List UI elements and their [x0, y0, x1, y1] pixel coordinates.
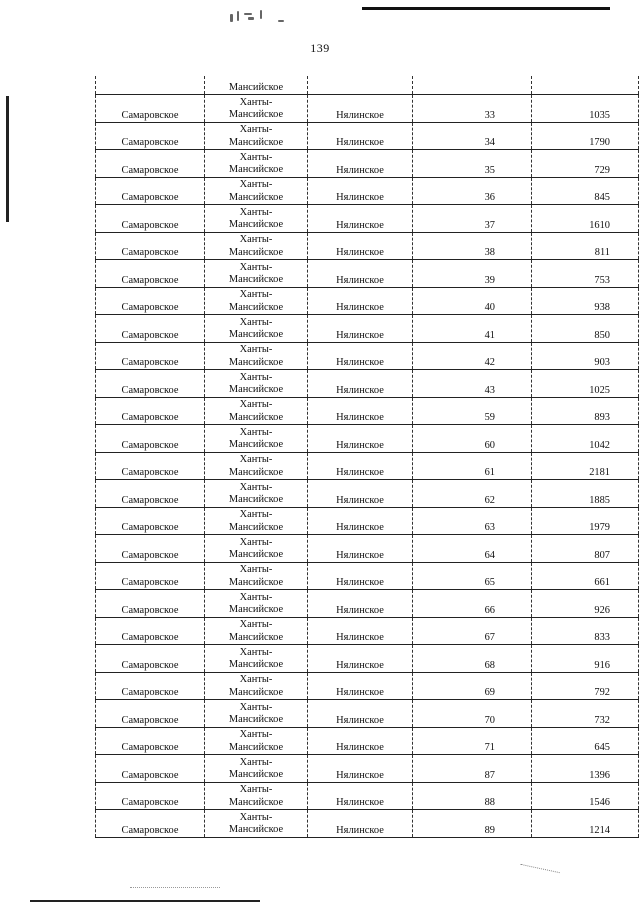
- cell-field: Нялинское: [308, 150, 413, 178]
- district-line-2: Мансийское: [228, 796, 284, 808]
- cell-settlement: Самаровское: [96, 480, 205, 508]
- cell-number: 39: [413, 260, 532, 288]
- table-row: [96, 782, 639, 810]
- cell-number: 63: [413, 507, 532, 535]
- cell-district: [205, 810, 308, 838]
- district-line-2: Мансийское: [228, 191, 284, 203]
- cell-settlement: Самаровское: [96, 315, 205, 343]
- cell-district: [205, 507, 308, 535]
- table-row: [96, 370, 639, 398]
- cell-settlement: Самаровское: [96, 590, 205, 618]
- table-row: [96, 672, 639, 700]
- cell-number: 42: [413, 342, 532, 370]
- table-row: [96, 232, 639, 260]
- table-row: [96, 617, 639, 645]
- district-line-1: Ханты-: [239, 234, 273, 245]
- district-line-1: Ханты-: [239, 344, 273, 355]
- table-row: [96, 260, 639, 288]
- scan-artifact: [228, 8, 298, 30]
- table-row-continuation: [96, 76, 639, 95]
- district-line-2: Мансийское: [228, 549, 284, 560]
- cell-number: 33: [413, 95, 532, 123]
- table-row: [96, 342, 639, 370]
- cell-settlement: [96, 76, 205, 95]
- cell-number: 71: [413, 727, 532, 755]
- cell-settlement: Самаровское: [96, 425, 205, 453]
- cell-district: [205, 370, 308, 398]
- data-table: [95, 76, 639, 838]
- cell-field: Нялинское: [308, 370, 413, 398]
- cell-area: 729: [532, 150, 639, 178]
- district-line-1: Ханты-: [239, 509, 273, 520]
- cell-settlement: Самаровское: [96, 150, 205, 178]
- bottom-rule: [30, 900, 260, 902]
- cell-settlement: Самаровское: [96, 452, 205, 480]
- district-line-2: Мансийское: [228, 356, 284, 368]
- cell-area: 850: [532, 315, 639, 343]
- district-line-1: Ханты-: [239, 674, 273, 685]
- cell-area: 753: [532, 260, 639, 288]
- district-line-2: Мансийское: [228, 659, 284, 670]
- cell-settlement: Самаровское: [96, 122, 205, 150]
- district-line-1: Ханты-: [239, 96, 273, 108]
- cell-district: [205, 480, 308, 508]
- cell-settlement: Самаровское: [96, 260, 205, 288]
- table-row: [96, 590, 639, 618]
- district-line-1: Ханты-: [239, 729, 273, 740]
- cell-number: 40: [413, 287, 532, 315]
- cell-district: [205, 95, 308, 123]
- cell-area: 811: [532, 232, 639, 260]
- district-line-1: Ханты-: [239, 151, 273, 163]
- cell-field: Нялинское: [308, 397, 413, 425]
- district-line-2: Мансийское: [228, 769, 284, 780]
- cell-field: Нялинское: [308, 452, 413, 480]
- cell-district: [205, 287, 308, 315]
- cell-area: 807: [532, 535, 639, 563]
- cell-settlement: Самаровское: [96, 205, 205, 233]
- table-row: [96, 645, 639, 673]
- district-line-1: Ханты-: [239, 289, 273, 300]
- cell-number: 61: [413, 452, 532, 480]
- cell-area: 645: [532, 727, 639, 755]
- cell-field: Нялинское: [308, 810, 413, 838]
- table-row: [96, 287, 639, 315]
- cell-number: 35: [413, 150, 532, 178]
- table-row: [96, 507, 639, 535]
- district-line-1: Ханты-: [239, 371, 273, 383]
- cell-number: 88: [413, 782, 532, 810]
- cell-number: 64: [413, 535, 532, 563]
- cell-district: [205, 76, 308, 95]
- cell-area: 1035: [532, 95, 639, 123]
- cell-settlement: Самаровское: [96, 232, 205, 260]
- cell-district: [205, 617, 308, 645]
- cell-area: 926: [532, 590, 639, 618]
- district-line-1: Ханты-: [239, 481, 273, 493]
- district-line-2: Мансийское: [228, 631, 284, 643]
- cell-settlement: Самаровское: [96, 782, 205, 810]
- district-line-2: Мансийское: [228, 714, 284, 725]
- district-line-2: Мансийское: [228, 604, 284, 615]
- cell-district: [205, 342, 308, 370]
- district-line-2: Мансийское: [228, 246, 284, 258]
- district-line-1: Ханты-: [239, 701, 273, 713]
- cell-field: Нялинское: [308, 782, 413, 810]
- cell-district: [205, 562, 308, 590]
- cell-field: Нялинское: [308, 727, 413, 755]
- district-line-1: Ханты-: [239, 179, 273, 190]
- table-row: [96, 727, 639, 755]
- cell-settlement: Самаровское: [96, 755, 205, 783]
- cell-field: Нялинское: [308, 205, 413, 233]
- cell-area: 1214: [532, 810, 639, 838]
- cell-settlement: Самаровское: [96, 287, 205, 315]
- district-line-2: Мансийское: [228, 411, 284, 423]
- cell-area: [532, 76, 639, 95]
- district-line-2: Мансийское: [228, 219, 284, 230]
- cell-number: 34: [413, 122, 532, 150]
- cell-settlement: Самаровское: [96, 177, 205, 205]
- cell-settlement: Самаровское: [96, 370, 205, 398]
- cell-field: Нялинское: [308, 232, 413, 260]
- district-line-1: Ханты-: [239, 206, 273, 218]
- cell-settlement: Самаровское: [96, 95, 205, 123]
- table-row: [96, 810, 639, 838]
- cell-district: [205, 672, 308, 700]
- cell-number: 66: [413, 590, 532, 618]
- district-line-1: Ханты-: [239, 261, 273, 273]
- scan-margin-bar: [6, 96, 9, 222]
- cell-number: 68: [413, 645, 532, 673]
- district-line-1: Ханты-: [239, 124, 273, 135]
- cell-area: 732: [532, 700, 639, 728]
- district-line-1: Ханты-: [239, 811, 273, 823]
- cell-number: 59: [413, 397, 532, 425]
- cell-settlement: Самаровское: [96, 700, 205, 728]
- cell-number: 43: [413, 370, 532, 398]
- cell-district: [205, 150, 308, 178]
- cell-settlement: Самаровское: [96, 397, 205, 425]
- district-line-2: Мансийское: [228, 274, 284, 285]
- district-line-1: Ханты-: [239, 536, 273, 548]
- table-row: [96, 315, 639, 343]
- cell-area: 1790: [532, 122, 639, 150]
- cell-district: [205, 177, 308, 205]
- cell-field: Нялинское: [308, 287, 413, 315]
- table-row: [96, 535, 639, 563]
- cell-number: 41: [413, 315, 532, 343]
- cell-area: 1042: [532, 425, 639, 453]
- table-row: [96, 95, 639, 123]
- cell-area: 938: [532, 287, 639, 315]
- district-line-1: Ханты-: [239, 784, 273, 795]
- cell-settlement: Самаровское: [96, 672, 205, 700]
- cell-district: [205, 122, 308, 150]
- cell-area: 792: [532, 672, 639, 700]
- cell-number: 36: [413, 177, 532, 205]
- cell-area: 1546: [532, 782, 639, 810]
- district-line-2: Мансийское: [228, 466, 284, 478]
- table-row: [96, 452, 639, 480]
- cell-number: 87: [413, 755, 532, 783]
- cell-field: Нялинское: [308, 755, 413, 783]
- cell-district: [205, 590, 308, 618]
- table-row: [96, 177, 639, 205]
- cell-field: Нялинское: [308, 480, 413, 508]
- table-row: [96, 480, 639, 508]
- cell-field: Нялинское: [308, 342, 413, 370]
- scan-noise: [520, 864, 560, 874]
- district-line-1: Ханты-: [239, 756, 273, 768]
- cell-field: Нялинское: [308, 507, 413, 535]
- cell-district: [205, 425, 308, 453]
- cell-district: [205, 397, 308, 425]
- cell-field: Нялинское: [308, 617, 413, 645]
- cell-number: 65: [413, 562, 532, 590]
- table-row: [96, 700, 639, 728]
- cell-district: [205, 205, 308, 233]
- district-line-1: Ханты-: [239, 564, 273, 575]
- district-line-1: Ханты-: [239, 426, 273, 438]
- cell-area: 1610: [532, 205, 639, 233]
- cell-area: 1979: [532, 507, 639, 535]
- district-line-2: Мансийское: [228, 301, 284, 313]
- district-line-2: Мансийское: [228, 521, 284, 533]
- cell-area: 1885: [532, 480, 639, 508]
- cell-district: [205, 782, 308, 810]
- cell-settlement: Самаровское: [96, 617, 205, 645]
- district-line-1: Ханты-: [239, 591, 273, 603]
- cell-settlement: Самаровское: [96, 727, 205, 755]
- cell-field: Нялинское: [308, 425, 413, 453]
- cell-district: [205, 645, 308, 673]
- cell-settlement: Самаровское: [96, 342, 205, 370]
- table-row: [96, 205, 639, 233]
- district-line-2: Мансийское: [228, 824, 284, 835]
- table-row: [96, 150, 639, 178]
- cell-number: 38: [413, 232, 532, 260]
- district-line-1: Ханты-: [239, 619, 273, 630]
- cell-number: 60: [413, 425, 532, 453]
- district-line-1: Ханты-: [239, 646, 273, 658]
- cell-area: 903: [532, 342, 639, 370]
- cell-field: Нялинское: [308, 177, 413, 205]
- cell-number: [413, 76, 532, 95]
- cell-district: [205, 700, 308, 728]
- table-row: [96, 425, 639, 453]
- cell-number: 69: [413, 672, 532, 700]
- cell-field: Нялинское: [308, 95, 413, 123]
- cell-district: [205, 755, 308, 783]
- cell-area: 833: [532, 617, 639, 645]
- cell-area: 916: [532, 645, 639, 673]
- district-line: Мансийское: [228, 81, 284, 93]
- cell-field: Нялинское: [308, 315, 413, 343]
- cell-district: [205, 260, 308, 288]
- cell-area: 845: [532, 177, 639, 205]
- cell-number: 89: [413, 810, 532, 838]
- district-line-2: Мансийское: [228, 576, 284, 588]
- cell-settlement: Самаровское: [96, 645, 205, 673]
- table-row: [96, 755, 639, 783]
- district-line-2: Мансийское: [228, 329, 284, 340]
- district-line-1: Ханты-: [239, 399, 273, 410]
- district-line-2: Мансийское: [228, 384, 284, 395]
- cell-area: 2181: [532, 452, 639, 480]
- district-line-2: Мансийское: [228, 741, 284, 753]
- scan-noise: [130, 887, 220, 889]
- cell-field: Нялинское: [308, 645, 413, 673]
- cell-field: Нялинское: [308, 672, 413, 700]
- cell-number: 62: [413, 480, 532, 508]
- district-line-1: Ханты-: [239, 454, 273, 465]
- table-row: [96, 122, 639, 150]
- district-line-2: Мансийское: [228, 136, 284, 148]
- top-rule: [362, 7, 610, 10]
- district-line-2: Мансийское: [228, 109, 284, 120]
- table-row: [96, 397, 639, 425]
- cell-settlement: Самаровское: [96, 507, 205, 535]
- cell-area: 893: [532, 397, 639, 425]
- district-line-2: Мансийское: [228, 686, 284, 698]
- cell-field: Нялинское: [308, 590, 413, 618]
- cell-field: Нялинское: [308, 260, 413, 288]
- cell-field: Нялинское: [308, 122, 413, 150]
- cell-field: [308, 76, 413, 95]
- cell-settlement: Самаровское: [96, 535, 205, 563]
- district-line-2: Мансийское: [228, 494, 284, 505]
- cell-number: 37: [413, 205, 532, 233]
- cell-district: [205, 232, 308, 260]
- cell-settlement: Самаровское: [96, 562, 205, 590]
- district-line-1: Ханты-: [239, 316, 273, 328]
- district-line-2: Мансийское: [228, 439, 284, 450]
- cell-district: [205, 452, 308, 480]
- cell-area: 661: [532, 562, 639, 590]
- cell-settlement: Самаровское: [96, 810, 205, 838]
- page-number: 139: [310, 41, 330, 55]
- cell-district: [205, 727, 308, 755]
- table-row: [96, 562, 639, 590]
- cell-district: [205, 315, 308, 343]
- cell-number: 70: [413, 700, 532, 728]
- cell-number: 67: [413, 617, 532, 645]
- cell-area: 1025: [532, 370, 639, 398]
- cell-area: 1396: [532, 755, 639, 783]
- cell-district: [205, 535, 308, 563]
- cell-field: Нялинское: [308, 562, 413, 590]
- cell-field: Нялинское: [308, 535, 413, 563]
- cell-field: Нялинское: [308, 700, 413, 728]
- district-line-2: Мансийское: [228, 164, 284, 175]
